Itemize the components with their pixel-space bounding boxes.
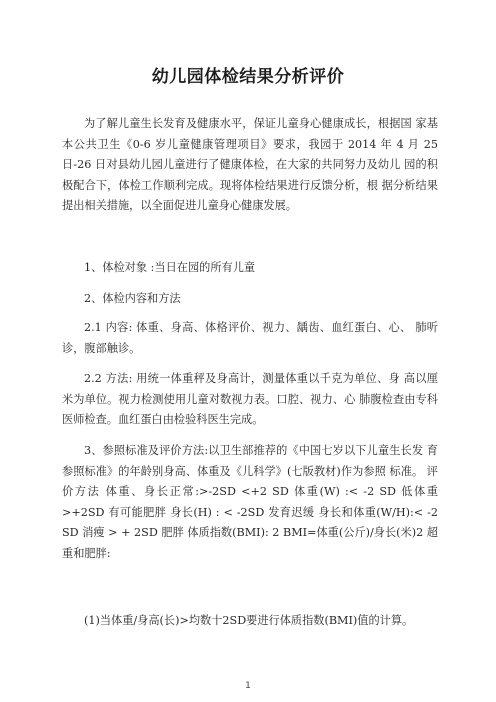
- section-2-1-paragraph: 2.1 内容: 体重、身高、体格评价、视力、龋齿、血红蛋白、心、 肺听诊，腹部触诊。: [62, 321, 438, 355]
- section-2-heading: 2、体检内容和方法: [84, 292, 181, 305]
- section-3-paragraph: 3、参照标准及评价方法:以卫生部推荐的《中国七岁以下儿童生长发 育参照标准》的年龄别身高、体重及《儿科学》(七版教材)作为参照 标准。 评价方法 体重、身长正常:>-2SD <+2 SD 体重(W) :< -2 SD 低体重 >+2SD 有可能肥胖 身长(H) : < -2SD 发育迟缓 身长和体重(W/H):< -2 SD 消瘦 > + 2SD 肥胖 体质指数(BMI): 2 BMI=体重(公斤)/身长(米)2 超重和肥胖:: [62, 444, 438, 560]
- section-1-heading: 1、体检对象 :当日在园的所有儿童: [84, 261, 256, 274]
- document-title: 幼儿园体检结果分析评价: [151, 67, 345, 87]
- section-2-2-paragraph: 2.2 方法: 用统一体重秤及身高计，测量体重以千克为单位、身 高以厘米为单位。视力检测使用儿童对数视力表。口腔、视力、心 肺腹检查由专科医师检查。血红蛋白由检验科医生完成。: [62, 372, 438, 426]
- page-number: 1: [245, 681, 251, 691]
- bmi-note-paragraph: (1)当体重/身高(长)>均数十2SD要进行体质指数(BMI)值的计算。: [84, 614, 414, 627]
- intro-paragraph: 为了解儿童生长发育及健康水平，保证儿童身心健康成长，根据国 家基本公共卫生《0-6 岁儿童健康管理项目》要求，我园于 2014 年 4 月 25 日-26 日对县幼儿园儿童进行了健康体检，在大家的共同努力及幼儿 园的积极配合下，体检工作顺利完成。现将体检结果进行反馈分析，根 据分析结果提出相关措施，以全面促进儿童身心健康发展。: [62, 117, 438, 212]
